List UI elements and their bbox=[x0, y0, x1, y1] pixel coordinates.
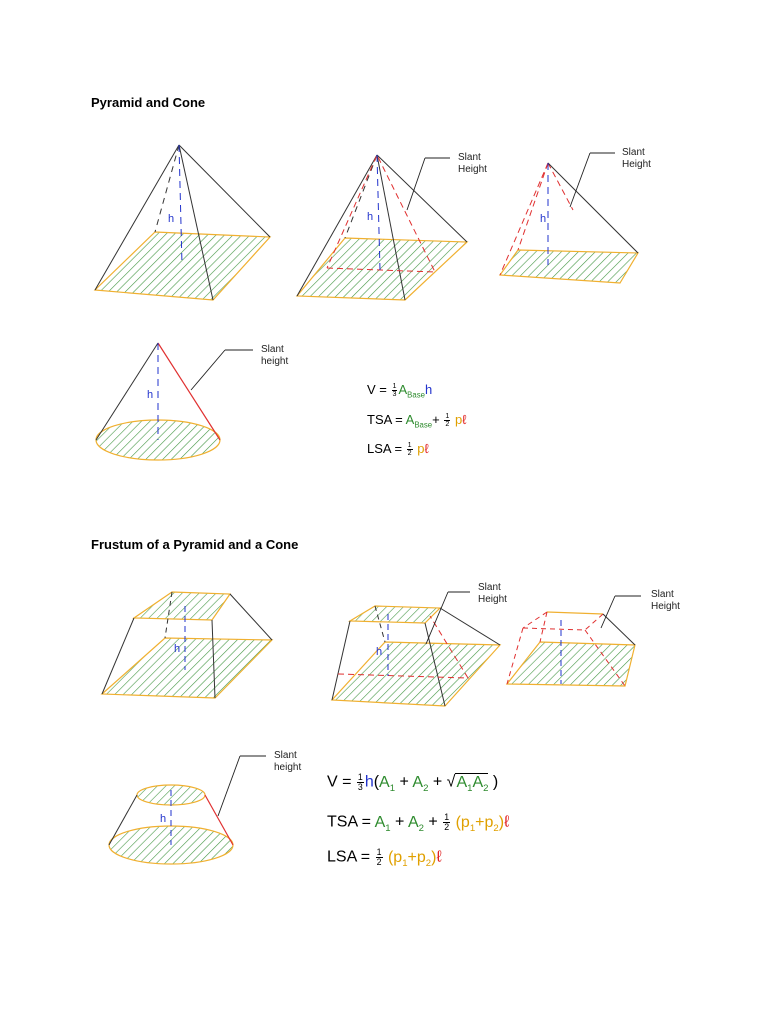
cone-diagram bbox=[95, 340, 305, 465]
frustum-diagram-1 bbox=[100, 590, 280, 705]
frustum-tsa-formula: TSA = $A_1 + A_2$ + $\frac{1}{2}$ $(p_1+p_2)\ell$ bbox=[327, 812, 510, 834]
height-label: h bbox=[540, 213, 547, 225]
height-label: h bbox=[174, 643, 181, 655]
frustum-diagram-2 bbox=[330, 578, 530, 713]
slant-height-label: Slant Height bbox=[651, 589, 680, 612]
frustum-volume-formula: V = $\frac{1}{3}$ $h(A_1 + A_2 + √A_1A_2$ ) bbox=[327, 772, 499, 794]
section-title-pyramid-cone: Pyramid and Cone bbox=[91, 95, 206, 110]
cone-tsa-formula: TSA = $A_{Base}+$ $\frac{1}{2}$ pℓ bbox=[367, 411, 467, 430]
pyramid-diagram-1 bbox=[90, 140, 290, 300]
height-label: h bbox=[168, 213, 175, 225]
frustum-diagram-3 bbox=[505, 580, 695, 695]
slant-height-label: Slant height bbox=[261, 344, 289, 367]
section-title-frustum: Frustum of a Pyramid and a Cone bbox=[91, 537, 299, 552]
pyramid-diagram-3 bbox=[498, 145, 698, 285]
height-label: h bbox=[376, 646, 383, 658]
slant-height-label: Slant Height bbox=[478, 582, 507, 605]
frustum-lsa-formula: LSA = $\frac{1}{2}$ $(p_1+p_2)\ell$ bbox=[327, 847, 442, 869]
height-label: h bbox=[160, 813, 167, 825]
pyramid-diagram-2 bbox=[295, 150, 505, 305]
slant-height-label: Slant Height bbox=[622, 147, 651, 170]
slant-height-label: Slant height bbox=[274, 750, 302, 773]
height-label: h bbox=[367, 211, 374, 223]
cone-lsa-formula: LSA = $\frac{1}{2}$ pℓ bbox=[367, 440, 429, 458]
cone-volume-formula: V = $\frac{1}{3}$ $A_{Base}h$ bbox=[367, 381, 433, 400]
cone-frustum-diagram bbox=[108, 750, 308, 870]
slant-height-label: Slant Height bbox=[458, 152, 487, 175]
height-label: h bbox=[147, 389, 154, 401]
